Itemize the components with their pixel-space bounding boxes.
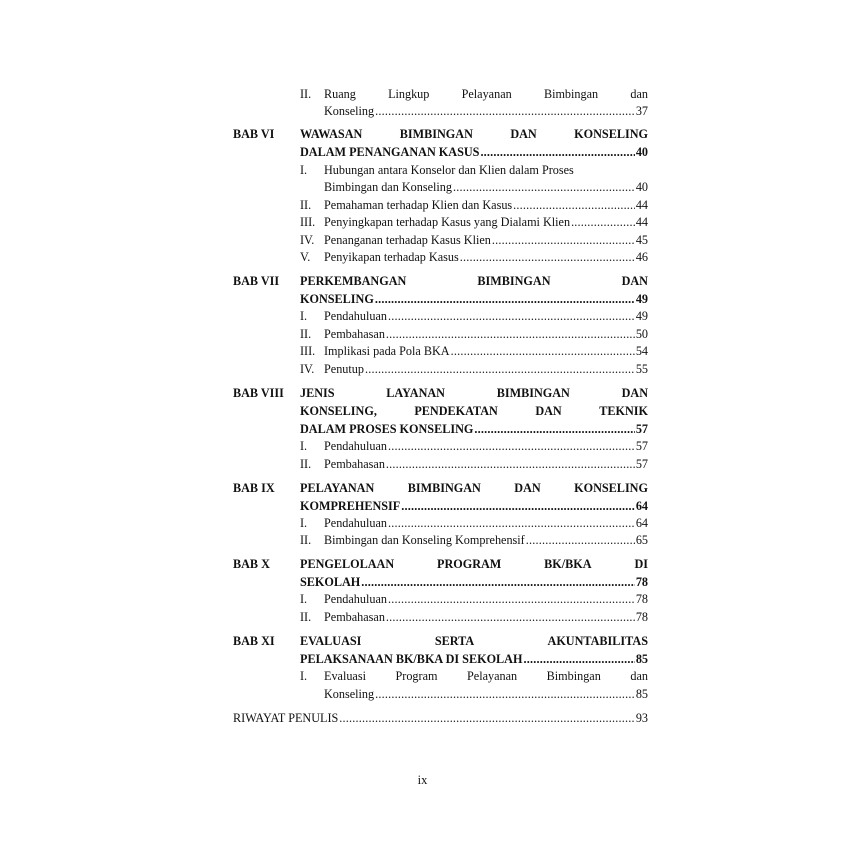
entry-title-line xyxy=(324,86,648,103)
chapter-label: BAB VIII xyxy=(233,386,284,400)
page-number: 54 xyxy=(635,344,648,358)
page-number: 64 xyxy=(635,516,648,530)
word: SERTA xyxy=(434,634,475,648)
dot-leader xyxy=(571,214,635,231)
chapter-title-leader xyxy=(300,651,648,668)
word: LAYANAN xyxy=(386,386,445,400)
toc-entry xyxy=(300,249,648,266)
page-number: 64 xyxy=(635,499,648,513)
entry-title: Pembahasan xyxy=(324,327,385,341)
entry-leader-line xyxy=(324,249,648,266)
chapter-title: KONSELING xyxy=(300,292,374,306)
dot-leader xyxy=(460,249,635,266)
word: Evaluasi xyxy=(324,669,366,683)
entry-title: Penutup xyxy=(324,362,364,376)
toc-entry xyxy=(300,86,648,103)
dot-leader xyxy=(375,291,635,308)
entry-leader-line xyxy=(324,197,648,214)
chapter-title-leader xyxy=(300,291,648,308)
chapter-title-line xyxy=(300,556,648,573)
chapter-label: BAB VII xyxy=(233,274,280,288)
toc-entry xyxy=(300,308,648,325)
word: PENDEKATAN xyxy=(414,404,498,418)
toc-entry xyxy=(300,361,648,378)
chapter-title: PELAKSANAAN BK/BKA DI SEKOLAH xyxy=(300,652,523,666)
chapter-label: BAB XI xyxy=(233,634,275,648)
entry-number: II. xyxy=(300,87,312,101)
entry-title: Penanganan terhadap Kasus Klien xyxy=(324,233,491,247)
page-number: 65 xyxy=(635,533,648,547)
dot-leader xyxy=(480,144,634,161)
word: dan xyxy=(630,669,648,683)
toc-entry xyxy=(300,343,648,360)
entry-number: I. xyxy=(300,309,308,323)
chapter-title-line xyxy=(300,126,648,143)
dot-leader xyxy=(388,515,635,532)
dot-leader xyxy=(453,179,635,196)
dot-leader xyxy=(339,710,635,727)
entry-leader-line xyxy=(324,326,648,343)
page-number: 78 xyxy=(635,610,648,624)
entry-leader-line xyxy=(324,686,648,703)
page-number: 40 xyxy=(635,180,648,194)
word: Program xyxy=(395,669,438,683)
entry-leader-line xyxy=(324,456,648,473)
word: TEKNIK xyxy=(599,404,648,418)
entry-leader-line xyxy=(324,232,648,249)
word: Pelayanan xyxy=(461,87,512,101)
entry-number: I. xyxy=(300,516,308,530)
dot-leader xyxy=(388,308,635,325)
page-number: 44 xyxy=(635,215,648,229)
dot-leader xyxy=(375,103,635,120)
chapter-label: BAB IX xyxy=(233,481,275,495)
entry-title: Hubungan antara Konselor dan Klien dalam Proses xyxy=(324,163,574,177)
word: BIMBINGAN xyxy=(407,481,481,495)
chapter-title-line xyxy=(300,403,648,420)
toc-entry-cont xyxy=(300,103,648,120)
page-number: 45 xyxy=(635,233,648,247)
page-number: 85 xyxy=(635,652,648,666)
entry-title: Pembahasan xyxy=(324,457,385,471)
page-number: 49 xyxy=(635,292,648,306)
toc-entry xyxy=(300,232,648,249)
toc-entry-cont xyxy=(300,686,648,703)
chapter-title-line xyxy=(300,633,648,650)
entry-title: Pendahuluan xyxy=(324,439,387,453)
word: DAN xyxy=(535,404,562,418)
page-number: 57 xyxy=(635,439,648,453)
entry-leader-line xyxy=(324,103,648,120)
entry-leader-line xyxy=(324,308,648,325)
word: Ruang xyxy=(324,87,356,101)
chapter-title: DALAM PENANGANAN KASUS xyxy=(300,145,480,159)
entry-leader-line xyxy=(324,609,648,626)
word: EVALUASI xyxy=(300,634,362,648)
word: WAWASAN xyxy=(300,127,363,141)
dot-leader xyxy=(523,651,634,668)
entry-number: III. xyxy=(300,344,316,358)
chapter-title-line xyxy=(300,273,648,290)
chapter-title-leader xyxy=(300,498,648,515)
chapter-title-leader xyxy=(300,144,648,161)
entry-number: I. xyxy=(300,669,308,683)
entry-number: II. xyxy=(300,533,312,547)
dot-leader xyxy=(451,343,635,360)
entry-title: Pendahuluan xyxy=(324,516,387,530)
entry-title: Pembahasan xyxy=(324,610,385,624)
dot-leader xyxy=(388,438,635,455)
chapter-title: KOMPREHENSIF xyxy=(300,499,401,513)
entry-title: Konseling xyxy=(324,104,375,118)
entry-title: RIWAYAT PENULIS xyxy=(233,711,339,725)
dot-leader xyxy=(388,591,635,608)
page-number: 78 xyxy=(635,575,648,589)
word: DAN xyxy=(514,481,541,495)
riwayat-penulis-entry xyxy=(233,710,648,727)
word: Bimbingan xyxy=(543,87,599,101)
entry-leader-line xyxy=(324,179,648,196)
chapter-label: BAB X xyxy=(233,557,270,571)
entry-number: III. xyxy=(300,215,316,229)
dot-leader xyxy=(513,197,635,214)
entry-title: Pemahaman terhadap Klien dan Kasus xyxy=(324,198,513,212)
entry-number: II. xyxy=(300,198,312,212)
toc-entry xyxy=(300,214,648,231)
toc-entry xyxy=(300,515,648,532)
page-number: 57 xyxy=(635,422,648,436)
word: KONSELING xyxy=(574,127,648,141)
page-number: 55 xyxy=(635,362,648,376)
entry-leader-line xyxy=(324,214,648,231)
chapter-title: DALAM PROSES KONSELING xyxy=(300,422,474,436)
word: KONSELING xyxy=(574,481,648,495)
page-number: 37 xyxy=(635,104,648,118)
page-number: 46 xyxy=(635,250,648,264)
dot-leader xyxy=(386,609,635,626)
word: PENGELOLAAN xyxy=(300,557,395,571)
chapter-title-leader xyxy=(300,574,648,591)
entry-number: II. xyxy=(300,327,312,341)
entry-number: II. xyxy=(300,610,312,624)
word: DAN xyxy=(621,386,648,400)
toc-entry xyxy=(300,609,648,626)
dot-leader xyxy=(375,686,635,703)
dot-leader xyxy=(365,361,635,378)
entry-leader-line xyxy=(324,361,648,378)
entry-number: IV. xyxy=(300,233,315,247)
word: dan xyxy=(630,87,648,101)
word: Pelayanan xyxy=(467,669,518,683)
entry-leader-line xyxy=(324,532,648,549)
dot-leader xyxy=(386,326,635,343)
chapter-title-leader xyxy=(300,421,648,438)
word: PERKEMBANGAN xyxy=(300,274,407,288)
chapter-title-line xyxy=(300,385,648,402)
word: BIMBINGAN xyxy=(496,386,570,400)
entry-title: Pendahuluan xyxy=(324,592,387,606)
word: JENIS xyxy=(300,386,335,400)
entry-title: Bimbingan dan Konseling xyxy=(324,180,452,194)
entry-number: I. xyxy=(300,163,308,177)
page-number: 40 xyxy=(635,145,648,159)
word: BIMBINGAN xyxy=(399,127,473,141)
dot-leader xyxy=(386,456,635,473)
footer-page-number: ix xyxy=(417,773,428,787)
word: DAN xyxy=(621,274,648,288)
entry-number: I. xyxy=(300,592,308,606)
page-number: 78 xyxy=(635,592,648,606)
word: PROGRAM xyxy=(437,557,502,571)
entry-title: Bimbingan dan Konseling Komprehensif xyxy=(324,533,525,547)
word: DI xyxy=(634,557,648,571)
chapter-title: SEKOLAH xyxy=(300,575,361,589)
toc-entry xyxy=(300,326,648,343)
page-number: 93 xyxy=(635,711,648,725)
entry-number: IV. xyxy=(300,362,315,376)
page-number: 50 xyxy=(635,327,648,341)
entry-leader-line xyxy=(324,343,648,360)
entry-leader-line xyxy=(324,515,648,532)
dot-leader xyxy=(492,232,635,249)
dot-leader xyxy=(401,498,635,515)
page-number: 44 xyxy=(635,198,648,212)
entry-title: Konseling xyxy=(324,687,375,701)
entry-title: Penyingkapan terhadap Kasus yang Dialami Klien xyxy=(324,215,571,229)
word: Lingkup xyxy=(388,87,430,101)
toc-entry xyxy=(300,456,648,473)
entry-title: Implikasi pada Pola BKA xyxy=(324,344,450,358)
toc-entry xyxy=(300,668,648,685)
entry-title-line xyxy=(324,668,648,685)
word: BK/BKA xyxy=(544,557,592,571)
word: AKUNTABILITAS xyxy=(547,634,648,648)
entry-leader-line xyxy=(324,438,648,455)
entry-title: Pendahuluan xyxy=(324,309,387,323)
word: KONSELING, xyxy=(300,404,377,418)
entry-leader-line xyxy=(324,591,648,608)
word: DAN xyxy=(510,127,537,141)
page-number: 49 xyxy=(635,309,648,323)
toc-entry-cont xyxy=(300,179,648,196)
toc-entry xyxy=(300,197,648,214)
chapter-label: BAB VI xyxy=(233,127,275,141)
toc-entry xyxy=(300,591,648,608)
chapter-title-line xyxy=(300,480,648,497)
word: PELAYANAN xyxy=(300,481,375,495)
dot-leader xyxy=(361,574,635,591)
toc-entry xyxy=(300,162,648,179)
toc-entry xyxy=(300,532,648,549)
page-number: 85 xyxy=(635,687,648,701)
word: BIMBINGAN xyxy=(477,274,551,288)
word: Bimbingan xyxy=(546,669,601,683)
toc-entry xyxy=(300,438,648,455)
entry-number: I. xyxy=(300,439,308,453)
entry-number: II. xyxy=(300,457,312,471)
dot-leader xyxy=(526,532,635,549)
entry-number: V. xyxy=(300,250,311,264)
entry-title: Penyikapan terhadap Kasus xyxy=(324,250,459,264)
dot-leader xyxy=(474,421,634,438)
page-number: 57 xyxy=(635,457,648,471)
